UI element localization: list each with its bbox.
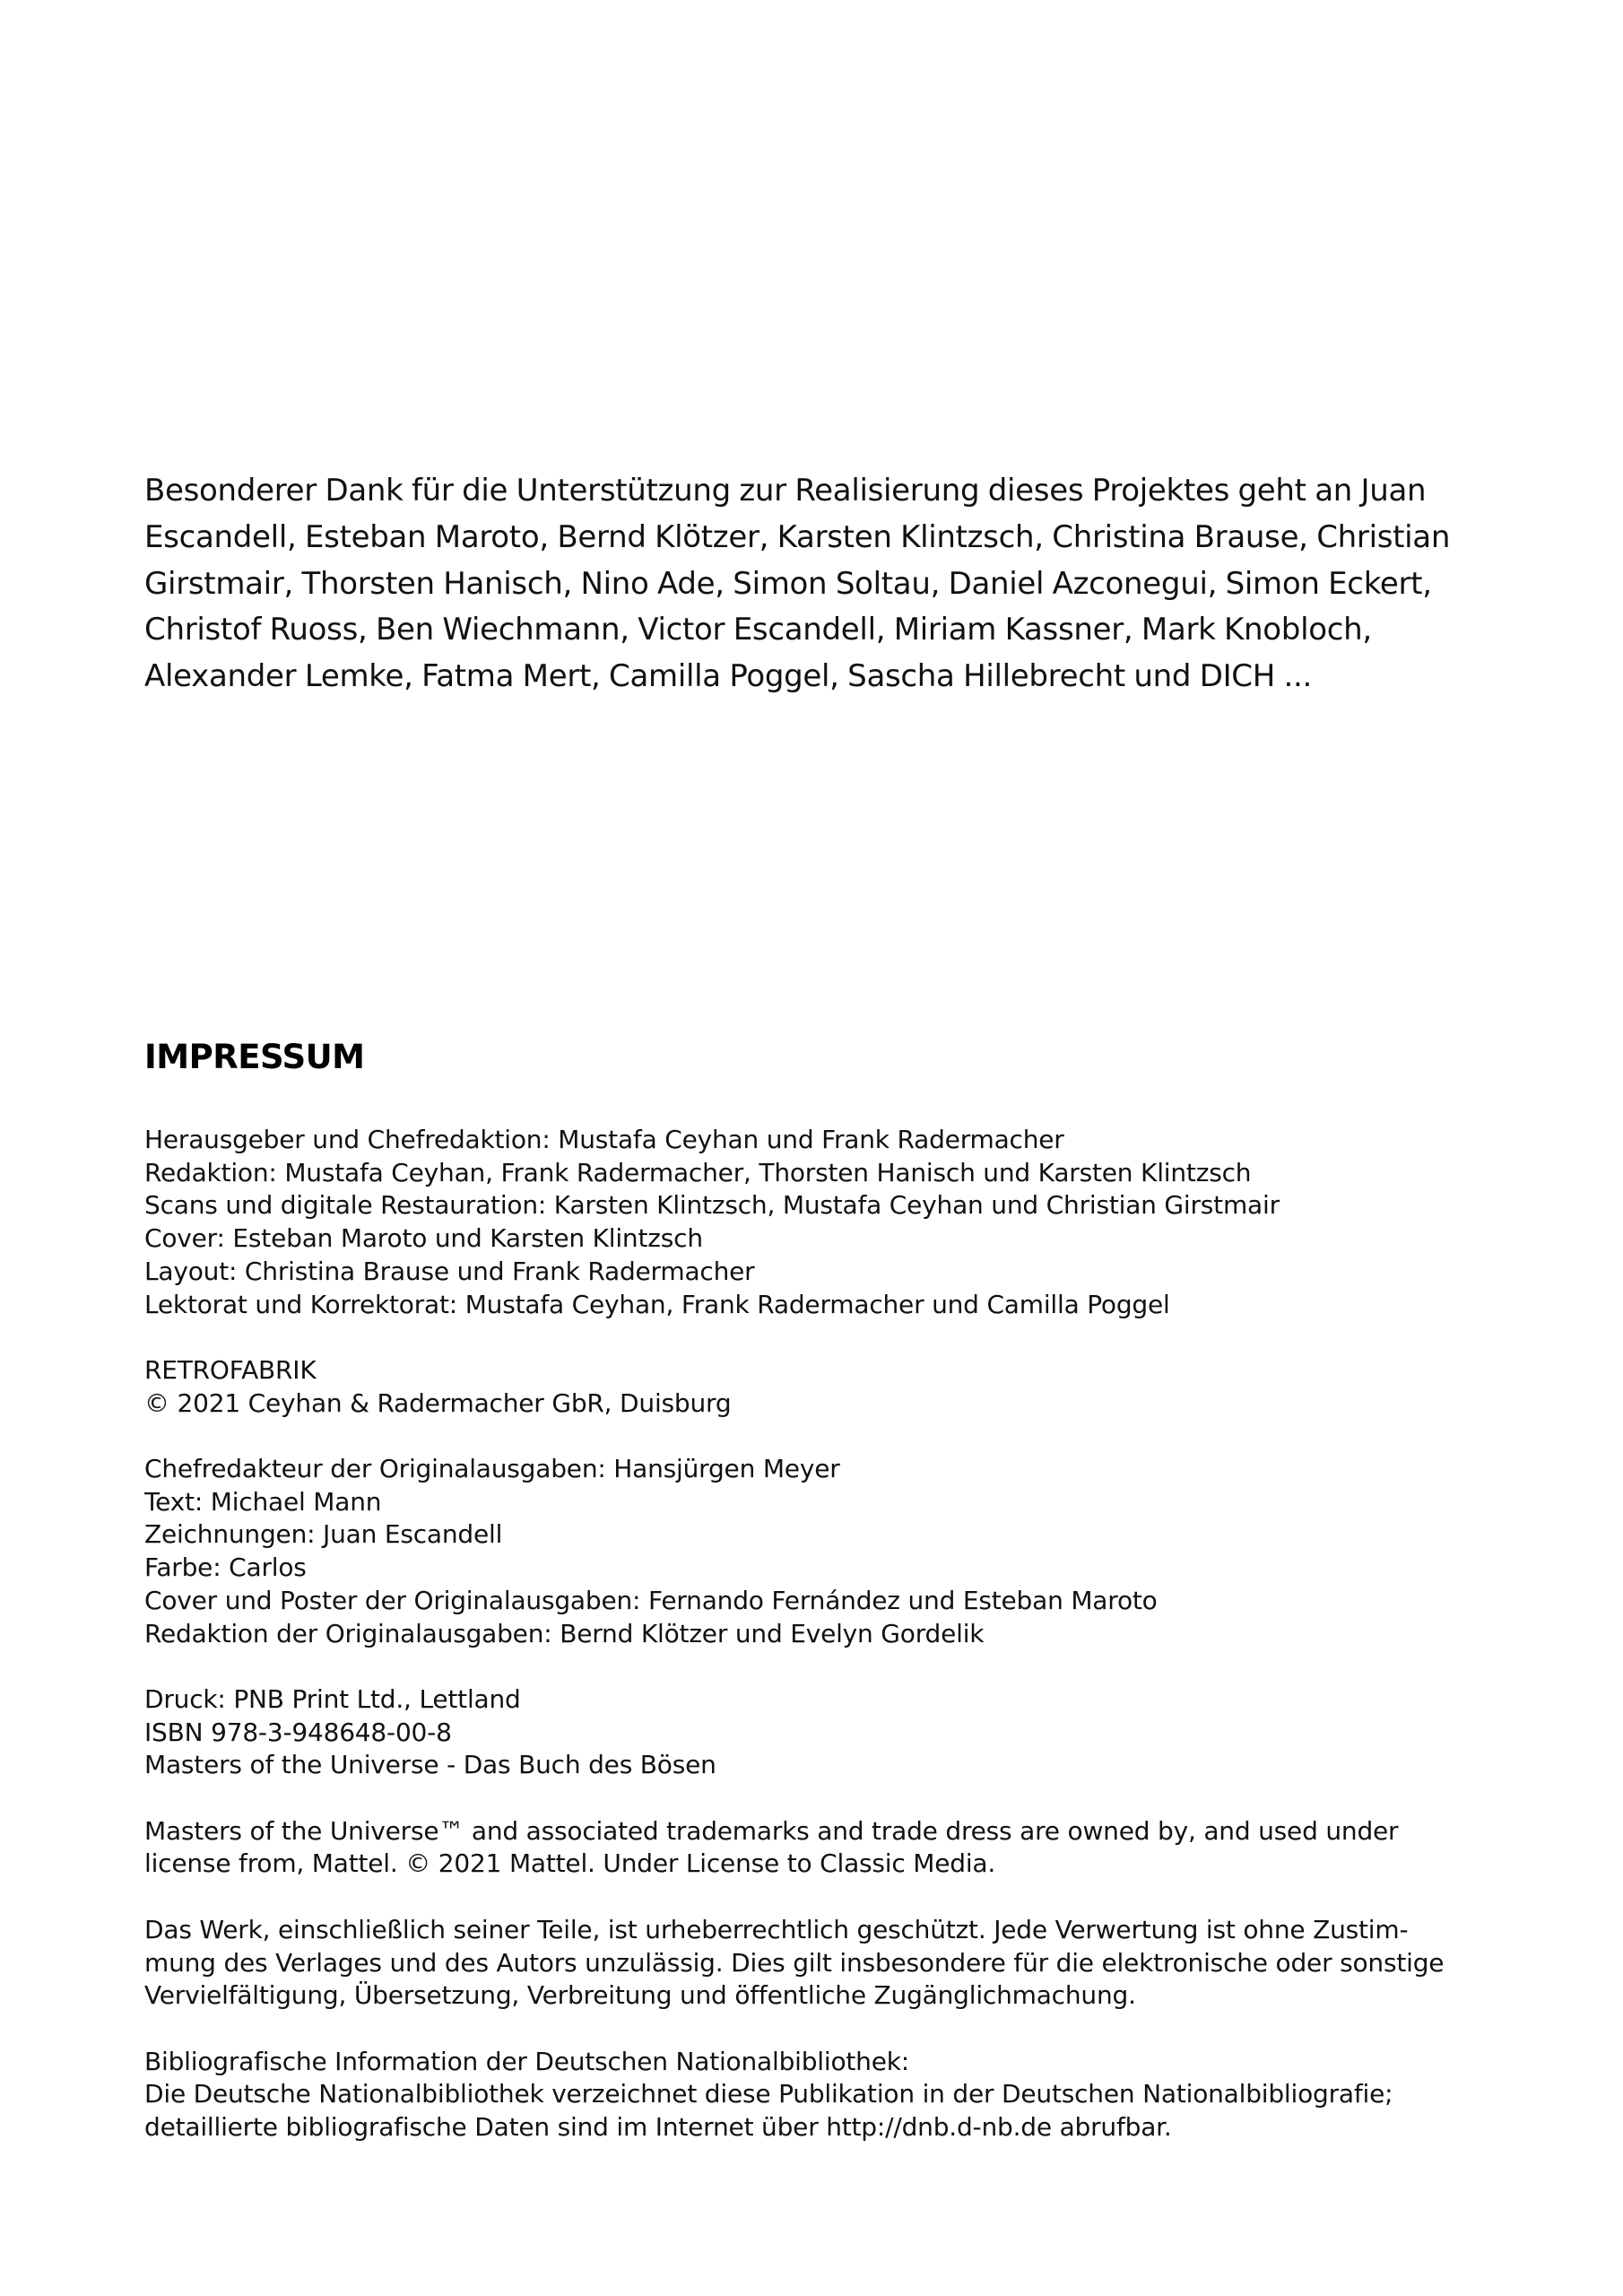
credit-line: Herausgeber und Chefredaktion: Mustafa Ceyhan und Frank Radermacher bbox=[144, 1125, 1064, 1154]
bibliographic-line: detaillierte bibliografische Daten sind im Internet über http://dnb.d-nb.de abrufbar. bbox=[144, 2112, 1172, 2142]
copyright-line: © 2021 Ceyhan & Radermacher GbR, Duisburg bbox=[144, 1387, 732, 1418]
isbn-line: ISBN 978-3-948648-00-8 bbox=[144, 1717, 452, 1747]
publisher-block bbox=[144, 1354, 1489, 1420]
bibliographic-line: Die Deutsche Nationalbibliothek verzeichnet diese Publikation in der Deutschen Nationalbibliografie; bbox=[144, 2079, 1393, 2109]
publisher-name: RETROFABRIK bbox=[144, 1354, 317, 1385]
credit-line: Lektorat und Korrektorat: Mustafa Ceyhan, Frank Radermacher und Camilla Poggel bbox=[144, 1289, 1170, 1319]
copyright-notice-block bbox=[144, 1914, 1489, 2013]
credit-line: Redaktion der Originalausgaben: Bernd Klötzer und Evelyn Gordelik bbox=[144, 1618, 985, 1648]
credit-line: Cover: Esteban Maroto und Karsten Klintzsch bbox=[144, 1223, 703, 1254]
printer-line: Druck: PNB Print Ltd., Lettland bbox=[144, 1683, 521, 1714]
credit-line: Cover und Poster der Originalausgaben: Fernando Fernández und Esteban Maroto bbox=[144, 1585, 1158, 1615]
print-info-block bbox=[144, 1683, 1489, 1782]
credits-block bbox=[144, 1124, 1489, 1321]
copyright-notice-line: Das Werk, einschließlich seiner Teile, ist urheberrechtlich geschützt. Jede Verwertung ist ohne Zustim- bbox=[144, 1914, 1409, 1944]
credit-line: Redaktion: Mustafa Ceyhan, Frank Radermacher, Thorsten Hanisch und Karsten Klintzsch bbox=[144, 1157, 1252, 1187]
acknowledgements-paragraph: Besonderer Dank für die Unterstützung zur Realisierung dieses Projektes geht an Juan Escandell, Esteban Maroto, Bernd Klötzer, Karsten Klintzsch, Christina Brause, Christian Girstmair, Thorsten Hanisch, Nino Ade, Simon Soltau, Daniel Azconegui, Simon Eckert, Christof Ruoss, Ben Wiechmann, Victor Escandell, Miriam Kassner, Mark Knobloch, Alexander Lemke, Fatma Mert, Camilla Poggel, Sascha Hillebrecht und DICH ... bbox=[144, 473, 1451, 695]
credit-line: Layout: Christina Brause und Frank Radermacher bbox=[144, 1256, 755, 1286]
bibliographic-info-block bbox=[144, 2046, 1489, 2144]
trademark-line: license from, Mattel. © 2021 Mattel. Under License to Classic Media. bbox=[144, 1848, 996, 1879]
original-edition-credits-block bbox=[144, 1453, 1489, 1650]
copyright-notice-line: Vervielfältigung, Übersetzung, Verbreitung und öffentliche Zugänglichmachung. bbox=[144, 1980, 1136, 2011]
bibliographic-line: Bibliografische Information der Deutschen Nationalbibliothek: bbox=[144, 2046, 909, 2076]
impressum-heading: IMPRESSUM bbox=[144, 1038, 365, 1076]
credit-line: Scans und digitale Restauration: Karsten Klintzsch, Mustafa Ceyhan und Christian Girstmair bbox=[144, 1190, 1280, 1221]
trademark-notice-block bbox=[144, 1815, 1489, 1881]
copyright-notice-line: mung des Verlages und des Autors unzulässig. Dies gilt insbesondere für die elektronische oder sonstige bbox=[144, 1947, 1445, 1978]
credit-line: Farbe: Carlos bbox=[144, 1552, 307, 1583]
trademark-line: Masters of the Universe™ and associated trademarks and trade dress are owned by, and used under bbox=[144, 1815, 1399, 1846]
credit-line: Text: Michael Mann bbox=[144, 1486, 382, 1517]
credit-line: Chefredakteur der Originalausgaben: Hansjürgen Meyer bbox=[144, 1454, 840, 1483]
credit-line: Zeichnungen: Juan Escandell bbox=[144, 1519, 503, 1550]
book-title-line: Masters of the Universe - Das Buch des Bösen bbox=[144, 1750, 716, 1780]
impressum-section bbox=[144, 1124, 1489, 2177]
